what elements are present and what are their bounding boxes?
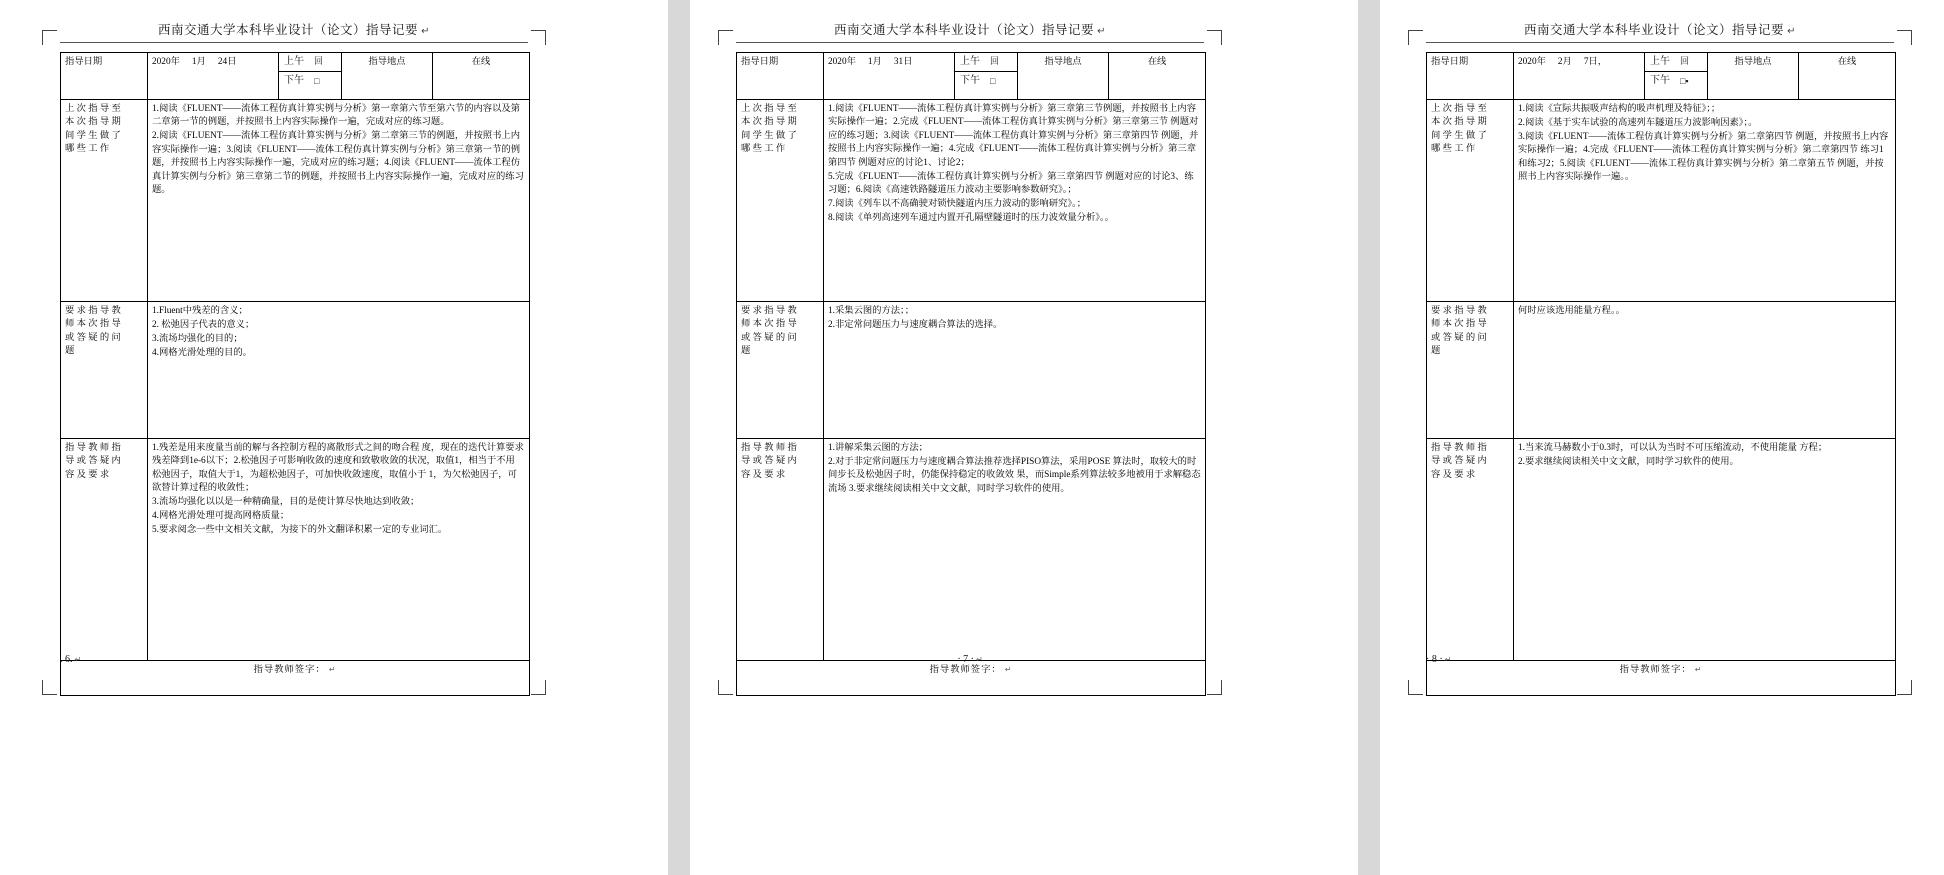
- table-row: [1427, 302, 1896, 439]
- label-place-2: 指导地点: [1018, 53, 1109, 100]
- row1-content-3: 1.阅读《宣际共振吸声结构的吸声机理及特征》；； 2.阅读《基于实车试验的高速列车隧道压力波影响因素》；。 3.阅读《FLUENT——流体工程仿真计算实例与分析》第二章第四节 例题，并按照书上内容实际操作一遍；4.完成《FLUENT——流体工程仿真计算实例与分析》第二章第四节 练习1和练习2；5.阅读《FLUENT——流体工程仿真计算实例与分析》第二章第五节 例题，并按照书上内容实际操作一遍。。: [1514, 100, 1896, 302]
- table-row: [1427, 439, 1896, 661]
- document-page-2: [690, 0, 1250, 875]
- crop-mark-bottom-right: [531, 680, 546, 695]
- crop-mark-top-left: [42, 30, 57, 45]
- page-gap-1: [668, 0, 690, 875]
- date-value-2: [824, 53, 955, 100]
- am-row-1: [279, 53, 341, 72]
- label-row2-2: 要 求 指 导 教 师 本 次 指 导 或 答 疑 的 问 题: [737, 302, 824, 439]
- pilcrow-icon: ↵: [1691, 665, 1703, 674]
- pilcrow-icon: ↵: [72, 655, 82, 664]
- am-row-3: [1645, 53, 1707, 72]
- table-row: [737, 100, 1206, 302]
- page-gap-2: [1358, 0, 1380, 875]
- pm-label: 下午: [1650, 75, 1670, 87]
- label-row3-3: 指 导 教 师 指 导 或 答 疑 内 容 及 要 求: [1427, 439, 1514, 661]
- pilcrow-icon: ↵: [1442, 655, 1452, 664]
- table-row: [1427, 53, 1896, 100]
- ampm-cell-3: [1645, 53, 1708, 100]
- table-row: [737, 53, 1206, 100]
- table-row: [1427, 100, 1896, 302]
- table-row: [61, 661, 530, 696]
- row2-content-3: 何时应该选用能量方程。。: [1514, 302, 1896, 439]
- signature-row-3: 指导教师签字： ↵: [1427, 661, 1896, 696]
- table-row: [737, 302, 1206, 439]
- guidance-record-table-2: [736, 52, 1206, 696]
- signature-row-1: 指导教师签字： ↵: [61, 661, 530, 696]
- signature-row-2: 指导教师签字： ↵: [737, 661, 1206, 696]
- crop-mark-top-left: [1408, 30, 1423, 45]
- pm-row-1: [279, 72, 341, 91]
- label-date-2: 指导日期: [737, 53, 824, 100]
- date-year: 2020年: [828, 57, 856, 67]
- crop-mark-top-right: [1207, 30, 1222, 45]
- ampm-cell-2: [955, 53, 1018, 100]
- page-header-1: [60, 20, 528, 43]
- document-page-1: [14, 0, 574, 875]
- row3-content-3: 1.当来流马赫数小于0.3时，可以认为当时不可压缩流动，不使用能量 方程； 2.要求继续阅读相关中文文献，同时学习软件的使用。: [1514, 439, 1896, 661]
- crop-mark-bottom-right: [1207, 680, 1222, 695]
- page-number-1: . 6. ↵: [60, 654, 82, 665]
- crop-mark-bottom-left: [42, 680, 57, 695]
- table-row: [1427, 661, 1896, 696]
- crop-mark-bottom-right: [1897, 680, 1912, 695]
- row1-content-1: 1.阅读《FLUENT——流体工程仿真计算实例与分析》第一章第六节至第六节的内容以及第二章第一节的例题，并按照书上内容实际操作一遍，完成对应的练习题。 2.阅读《FLUENT——流体工程仿真计算实例与分析》第二章第三节的例题，并按照书上内容实际操作一遍；3.阅读《FLUENT——流体工程仿真计算实例与分析》第三章第一节的例题，并按照书上内容实际操作一遍，完成对应的练习题；4.阅读《FLUENT——流体工程仿真计算实例与分析》第三章第二节的例题，并按照书上内容实际操作一遍，完成对应的练习题。: [148, 100, 530, 302]
- header-title: 西南交通大学本科毕业设计（论文）指导记要: [1524, 23, 1785, 37]
- crop-mark-top-right: [1897, 30, 1912, 45]
- pm-checkbox[interactable]: □: [990, 75, 996, 86]
- am-label: 上午: [284, 55, 304, 67]
- label-online-2: 在线: [1109, 53, 1206, 100]
- label-place-1: 指导地点: [342, 53, 433, 100]
- date-value-1: [148, 53, 279, 100]
- row2-content-2: 1.采集云图的方法；； 2.非定常问题压力与速度耦合算法的选择。: [824, 302, 1206, 439]
- label-row3-1: 指 导 教 师 指 导 或 答 疑 内 容 及 要 求: [61, 439, 148, 661]
- date-year: 2020年: [1518, 57, 1546, 67]
- label-place-3: 指导地点: [1708, 53, 1799, 100]
- table-row: [737, 661, 1206, 696]
- row1-content-2: 1.阅读《FLUENT——流体工程仿真计算实例与分析》第三章第三节例题，并按照书上内容实际操作一遍；2.完成《FLUENT——流体工程仿真计算实例与分析》第三章第三节 例题对应的练习题；3.阅读《FLUENT——流体工程仿真计算实例与分析》第三章第四节 例题，并按照书上内容实际操作一遍；4.完成《FLUENT——流体工程仿真计算实例与分析》第三章第四节 例题对应的讨论1、讨论2； 5.完成《FLUENT——流体工程仿真计算实例与分析》第三章第四节 例题对应的讨论3、练习题；6.阅读《高速铁路隧道压力波动主要影响参数研究》。； 7.阅读《列车以不高确驶对锁快隧道内压力波动的影响研究》。； 8.阅读《单列高速列车通过内置开孔隔壁隧道时的压力波效量分析》。。: [824, 100, 1206, 302]
- document-page-3: [1380, 0, 1940, 875]
- label-row1-3: 上 次 指 导 至 本 次 指 导 期 间 学 生 做 了 哪 些 工 作: [1427, 100, 1514, 302]
- date-day: 31日: [893, 57, 913, 67]
- table-row: [61, 302, 530, 439]
- crop-mark-bottom-left: [718, 680, 733, 695]
- label-row1-1: 上 次 指 导 至 本 次 指 导 期 间 学 生 做 了 哪 些 工 作: [61, 100, 148, 302]
- crop-mark-top-right: [531, 30, 546, 45]
- row2-content-1: 1.Fluent中残差的含义； 2. 松弛因子代表的意义； 3.流场均强化的目的； 4.网格光滑处理的目的。: [148, 302, 530, 439]
- table-row: [61, 100, 530, 302]
- table-row: [737, 439, 1206, 661]
- pilcrow-icon: ↵: [973, 655, 983, 664]
- label-row2-3: 要 求 指 导 教 师 本 次 指 导 或 答 疑 的 问 题: [1427, 302, 1514, 439]
- pm-label: 下午: [960, 75, 980, 87]
- date-year: 2020年: [152, 57, 180, 67]
- label-online-3: 在线: [1799, 53, 1896, 100]
- am-row-2: [955, 53, 1017, 72]
- date-value-3: [1514, 53, 1645, 100]
- pm-checkbox[interactable]: □: [314, 75, 320, 86]
- table-row: [61, 53, 530, 100]
- header-title: 西南交通大学本科毕业设计（论文）指导记要: [834, 23, 1095, 37]
- row3-content-2: 1.讲解采集云图的方法； 2.对于非定常问题压力与速度耦合算法推荐选择PISO算法，采用POSE 算法时，取较大的时间步长及松弛因子时，仍能保持稳定的收敛效 果，而Simple系列算法较多地被用于求解稳态流场 3.要求继续阅读相关中文文献，同时学习软件的使用。: [824, 439, 1206, 661]
- am-checkbox[interactable]: 回: [990, 56, 1000, 67]
- table-row: [61, 439, 530, 661]
- page-header-2: [736, 20, 1204, 43]
- am-checkbox[interactable]: 回: [314, 56, 324, 67]
- am-checkbox[interactable]: 回: [1680, 56, 1690, 67]
- crop-mark-top-left: [718, 30, 733, 45]
- label-date-3: 指导日期: [1427, 53, 1514, 100]
- page-number-3: · 8 · ↵: [1426, 654, 1452, 665]
- date-month: 2月: [1557, 57, 1572, 67]
- page-header-3: [1426, 20, 1894, 43]
- pm-row-2: [955, 72, 1017, 91]
- date-day: 24日: [217, 57, 237, 67]
- pilcrow-icon: ↵: [1001, 665, 1013, 674]
- pm-checkbox[interactable]: □▪: [1680, 75, 1689, 86]
- pm-row-3: [1645, 72, 1707, 91]
- pm-label: 下午: [284, 75, 304, 87]
- label-date-1: 指导日期: [61, 53, 148, 100]
- pilcrow-icon: ↵: [1097, 26, 1106, 37]
- date-month: 1月: [867, 57, 882, 67]
- pilcrow-icon: ↵: [325, 665, 337, 674]
- am-label: 上午: [1650, 55, 1670, 67]
- label-online-1: 在线: [433, 53, 530, 100]
- guidance-record-table-3: [1426, 52, 1896, 696]
- am-label: 上午: [960, 55, 980, 67]
- page-number-2: · 7 · ↵: [957, 654, 983, 665]
- label-row2-1: 要 求 指 导 教 师 本 次 指 导 或 答 疑 的 问 题: [61, 302, 148, 439]
- row3-content-1: 1.残差是用来度量当前的解与各控制方程的离散形式之间的吻合程 度，现在的迭代计算要求残差降到1e-6以下；2.松弛因子可影响收敛的速度和致敬收敛的状况，取值1，相当于不用 松弛因子，取值大于1，为超松弛因子，可加快收敛速度，取值小于 1，为欠松弛因子，可欲替计算过程的收敛性； 3.流场均强化以以是一种精确量，目的是使计算尽快地达到收敛； 4.网格光滑处理可提高网格质量； 5.要求阅念一些中文相关文献，为接下的外文翻译积累一定的专业词汇。: [148, 439, 530, 661]
- label-row1-2: 上 次 指 导 至 本 次 指 导 期 间 学 生 做 了 哪 些 工 作: [737, 100, 824, 302]
- guidance-record-table-1: [60, 52, 530, 696]
- crop-mark-bottom-left: [1408, 680, 1423, 695]
- ampm-cell-1: [279, 53, 342, 100]
- date-day: 7日，: [1583, 57, 1608, 67]
- header-title: 西南交通大学本科毕业设计（论文）指导记要: [158, 23, 419, 37]
- pilcrow-icon: ↵: [1787, 26, 1796, 37]
- date-month: 1月: [191, 57, 206, 67]
- pilcrow-icon: ↵: [421, 26, 430, 37]
- label-row3-2: 指 导 教 师 指 导 或 答 疑 内 容 及 要 求: [737, 439, 824, 661]
